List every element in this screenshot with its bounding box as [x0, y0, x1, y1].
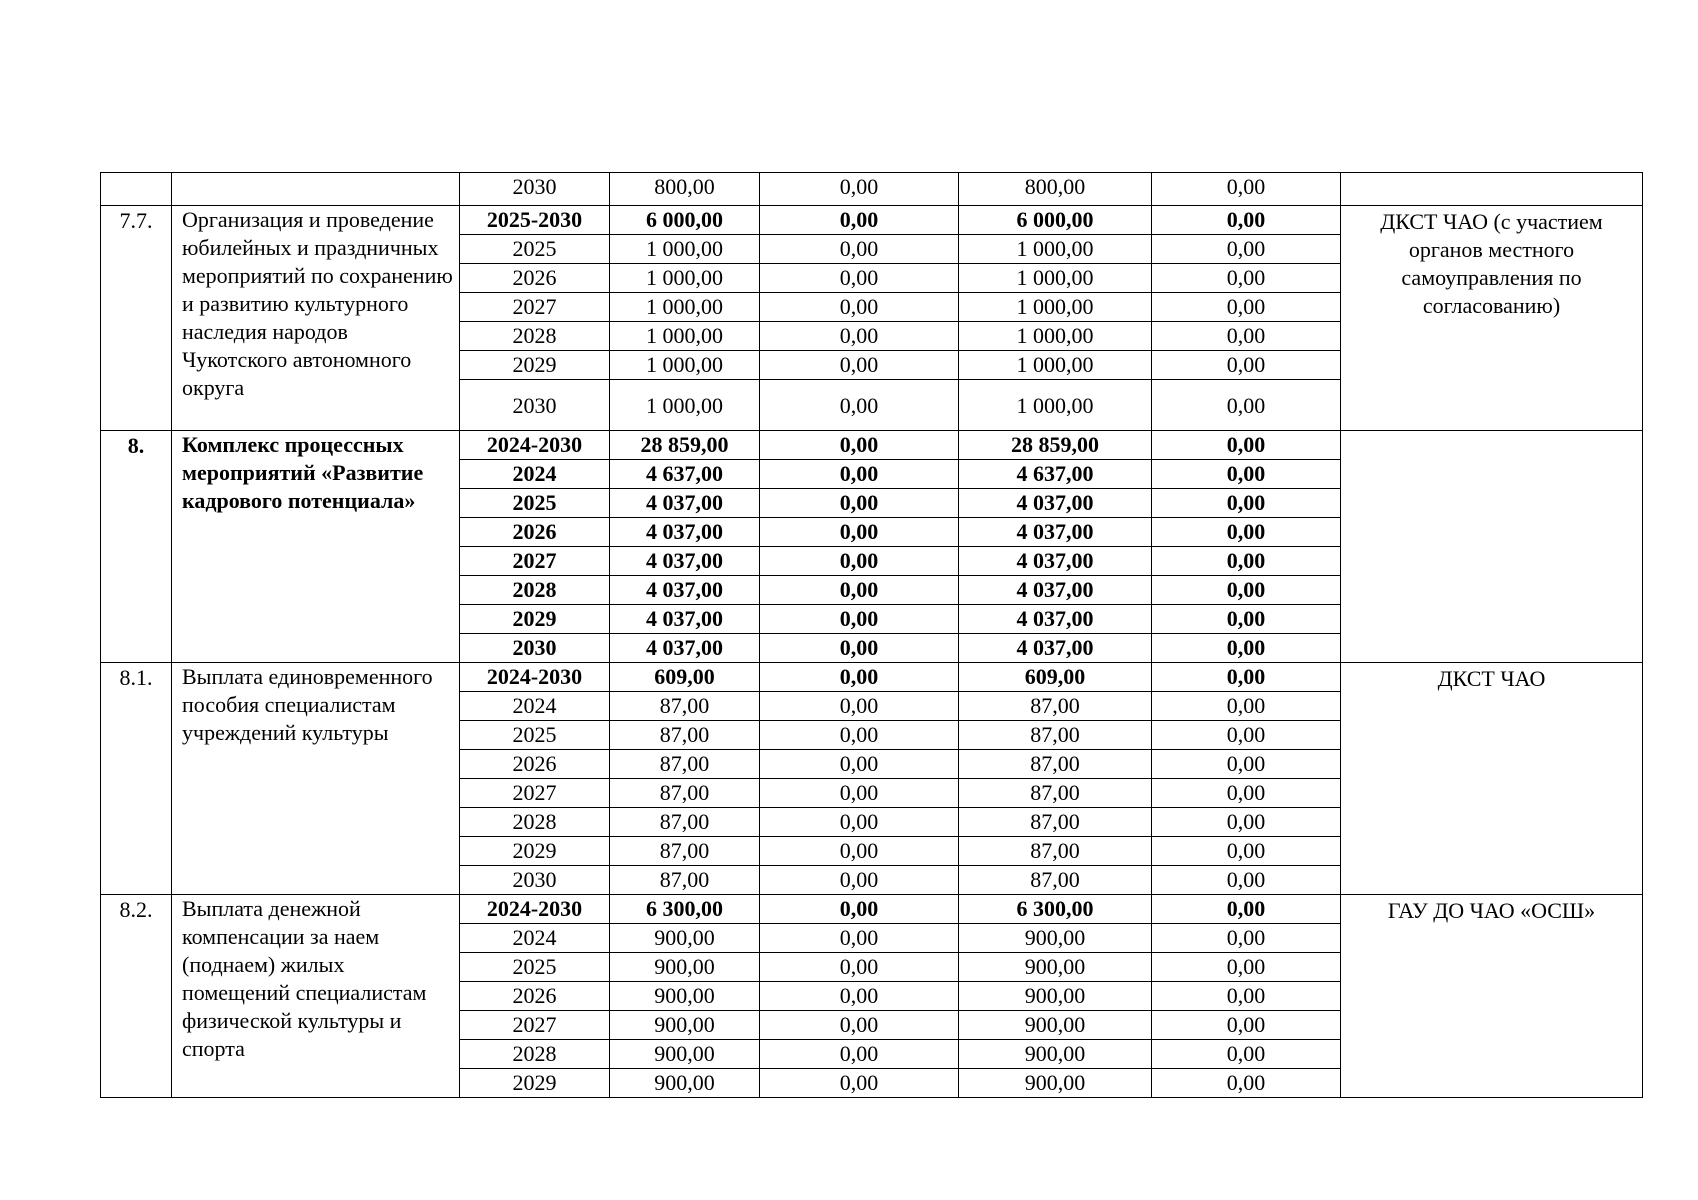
year-cell: 2026 — [460, 750, 610, 779]
regional-budget-cell: 4 037,00 — [959, 489, 1152, 518]
regional-budget-cell: 4 037,00 — [959, 634, 1152, 663]
federal-budget-cell: 0,00 — [760, 837, 959, 866]
local-budget-cell: 0,00 — [1152, 380, 1341, 431]
regional-budget-cell: 87,00 — [959, 808, 1152, 837]
federal-budget-cell: 0,00 — [760, 750, 959, 779]
year-cell: 2024-2030 — [460, 895, 610, 924]
federal-budget-cell: 0,00 — [760, 1069, 959, 1098]
total-cell: 4 037,00 — [610, 489, 760, 518]
federal-budget-cell: 0,00 — [760, 431, 959, 460]
federal-budget-cell: 0,00 — [760, 663, 959, 692]
year-cell: 2026 — [460, 518, 610, 547]
local-budget-cell: 0,00 — [1152, 173, 1341, 206]
total-cell: 1 000,00 — [610, 322, 760, 351]
regional-budget-cell: 4 037,00 — [959, 547, 1152, 576]
regional-budget-cell: 900,00 — [959, 924, 1152, 953]
federal-budget-cell: 0,00 — [760, 779, 959, 808]
regional-budget-cell: 900,00 — [959, 1069, 1152, 1098]
regional-budget-cell: 900,00 — [959, 1040, 1152, 1069]
responsible-executor: ДКСТ ЧАО — [1341, 663, 1643, 895]
local-budget-cell: 0,00 — [1152, 235, 1341, 264]
responsible-executor: ДКСТ ЧАО (с участием органов местного самоуправления по согласованию) — [1341, 206, 1643, 431]
item-name — [172, 173, 460, 206]
total-cell: 800,00 — [610, 173, 760, 206]
year-cell: 2025 — [460, 721, 610, 750]
year-cell: 2030 — [460, 173, 610, 206]
total-cell: 4 037,00 — [610, 576, 760, 605]
total-cell: 87,00 — [610, 837, 760, 866]
item-number: 8.2. — [101, 895, 172, 1098]
year-cell: 2028 — [460, 576, 610, 605]
local-budget-cell: 0,00 — [1152, 837, 1341, 866]
total-cell: 900,00 — [610, 1040, 760, 1069]
regional-budget-cell: 4 637,00 — [959, 460, 1152, 489]
total-cell: 900,00 — [610, 1069, 760, 1098]
total-cell: 1 000,00 — [610, 235, 760, 264]
local-budget-cell: 0,00 — [1152, 982, 1341, 1011]
year-cell: 2025 — [460, 953, 610, 982]
regional-budget-cell: 900,00 — [959, 1011, 1152, 1040]
regional-budget-cell: 1 000,00 — [959, 293, 1152, 322]
local-budget-cell: 0,00 — [1152, 1040, 1341, 1069]
item-name: Комплекс процессных мероприятий «Развитие кадрового потенциала» — [172, 431, 460, 663]
year-cell: 2029 — [460, 837, 610, 866]
regional-budget-cell: 87,00 — [959, 866, 1152, 895]
regional-budget-cell: 1 000,00 — [959, 380, 1152, 431]
local-budget-cell: 0,00 — [1152, 953, 1341, 982]
table-row — [101, 206, 1643, 235]
local-budget-cell: 0,00 — [1152, 634, 1341, 663]
federal-budget-cell: 0,00 — [760, 264, 959, 293]
table-body — [101, 173, 1643, 1098]
federal-budget-cell: 0,00 — [760, 953, 959, 982]
regional-budget-cell: 6 000,00 — [959, 206, 1152, 235]
local-budget-cell: 0,00 — [1152, 808, 1341, 837]
federal-budget-cell: 0,00 — [760, 895, 959, 924]
item-name: Выплата денежной компенсации за наем (поднаем) жилых помещений специалистам физической культуры и спорта — [172, 895, 460, 1098]
budget-table — [100, 172, 1643, 1098]
total-cell: 28 859,00 — [610, 431, 760, 460]
local-budget-cell: 0,00 — [1152, 431, 1341, 460]
total-cell: 4 637,00 — [610, 460, 760, 489]
item-number: 8. — [101, 431, 172, 663]
federal-budget-cell: 0,00 — [760, 605, 959, 634]
total-cell: 900,00 — [610, 1011, 760, 1040]
local-budget-cell: 0,00 — [1152, 576, 1341, 605]
local-budget-cell: 0,00 — [1152, 721, 1341, 750]
federal-budget-cell: 0,00 — [760, 518, 959, 547]
regional-budget-cell: 87,00 — [959, 779, 1152, 808]
item-number: 7.7. — [101, 206, 172, 431]
total-cell: 609,00 — [610, 663, 760, 692]
year-cell: 2027 — [460, 547, 610, 576]
total-cell: 87,00 — [610, 808, 760, 837]
regional-budget-cell: 1 000,00 — [959, 351, 1152, 380]
year-cell: 2029 — [460, 605, 610, 634]
item-name: Выплата единовременного пособия специалистам учреждений культуры — [172, 663, 460, 895]
item-number: 8.1. — [101, 663, 172, 895]
year-cell: 2030 — [460, 634, 610, 663]
year-cell: 2028 — [460, 808, 610, 837]
responsible-executor — [1341, 173, 1643, 206]
regional-budget-cell: 28 859,00 — [959, 431, 1152, 460]
total-cell: 87,00 — [610, 866, 760, 895]
item-number — [101, 173, 172, 206]
year-cell: 2027 — [460, 779, 610, 808]
federal-budget-cell: 0,00 — [760, 634, 959, 663]
regional-budget-cell: 609,00 — [959, 663, 1152, 692]
table-row — [101, 173, 1643, 206]
federal-budget-cell: 0,00 — [760, 547, 959, 576]
local-budget-cell: 0,00 — [1152, 779, 1341, 808]
local-budget-cell: 0,00 — [1152, 750, 1341, 779]
total-cell: 87,00 — [610, 692, 760, 721]
federal-budget-cell: 0,00 — [760, 351, 959, 380]
total-cell: 87,00 — [610, 779, 760, 808]
federal-budget-cell: 0,00 — [760, 489, 959, 518]
regional-budget-cell: 4 037,00 — [959, 576, 1152, 605]
local-budget-cell: 0,00 — [1152, 605, 1341, 634]
regional-budget-cell: 900,00 — [959, 982, 1152, 1011]
year-cell: 2030 — [460, 866, 610, 895]
federal-budget-cell: 0,00 — [760, 982, 959, 1011]
year-cell: 2028 — [460, 1040, 610, 1069]
total-cell: 1 000,00 — [610, 380, 760, 431]
total-cell: 900,00 — [610, 924, 760, 953]
federal-budget-cell: 0,00 — [760, 576, 959, 605]
federal-budget-cell: 0,00 — [760, 380, 959, 431]
local-budget-cell: 0,00 — [1152, 895, 1341, 924]
total-cell: 1 000,00 — [610, 264, 760, 293]
total-cell: 6 000,00 — [610, 206, 760, 235]
federal-budget-cell: 0,00 — [760, 206, 959, 235]
year-cell: 2024-2030 — [460, 431, 610, 460]
total-cell: 4 037,00 — [610, 547, 760, 576]
federal-budget-cell: 0,00 — [760, 866, 959, 895]
regional-budget-cell: 87,00 — [959, 721, 1152, 750]
total-cell: 4 037,00 — [610, 518, 760, 547]
regional-budget-cell: 800,00 — [959, 173, 1152, 206]
local-budget-cell: 0,00 — [1152, 518, 1341, 547]
total-cell: 900,00 — [610, 953, 760, 982]
total-cell: 900,00 — [610, 982, 760, 1011]
federal-budget-cell: 0,00 — [760, 173, 959, 206]
year-cell: 2030 — [460, 380, 610, 431]
year-cell: 2026 — [460, 264, 610, 293]
federal-budget-cell: 0,00 — [760, 1011, 959, 1040]
year-cell: 2025-2030 — [460, 206, 610, 235]
local-budget-cell: 0,00 — [1152, 1011, 1341, 1040]
regional-budget-cell: 87,00 — [959, 692, 1152, 721]
federal-budget-cell: 0,00 — [760, 460, 959, 489]
regional-budget-cell: 1 000,00 — [959, 264, 1152, 293]
regional-budget-cell: 4 037,00 — [959, 518, 1152, 547]
year-cell: 2024 — [460, 692, 610, 721]
year-cell: 2024 — [460, 924, 610, 953]
year-cell: 2024 — [460, 460, 610, 489]
regional-budget-cell: 87,00 — [959, 750, 1152, 779]
regional-budget-cell: 1 000,00 — [959, 235, 1152, 264]
local-budget-cell: 0,00 — [1152, 460, 1341, 489]
federal-budget-cell: 0,00 — [760, 721, 959, 750]
table-row — [101, 895, 1643, 924]
local-budget-cell: 0,00 — [1152, 663, 1341, 692]
total-cell: 87,00 — [610, 721, 760, 750]
federal-budget-cell: 0,00 — [760, 235, 959, 264]
total-cell: 6 300,00 — [610, 895, 760, 924]
year-cell: 2024-2030 — [460, 663, 610, 692]
local-budget-cell: 0,00 — [1152, 547, 1341, 576]
regional-budget-cell: 900,00 — [959, 953, 1152, 982]
regional-budget-cell: 4 037,00 — [959, 605, 1152, 634]
year-cell: 2029 — [460, 351, 610, 380]
total-cell: 4 037,00 — [610, 605, 760, 634]
table-row — [101, 663, 1643, 692]
local-budget-cell: 0,00 — [1152, 264, 1341, 293]
federal-budget-cell: 0,00 — [760, 692, 959, 721]
local-budget-cell: 0,00 — [1152, 692, 1341, 721]
local-budget-cell: 0,00 — [1152, 293, 1341, 322]
year-cell: 2027 — [460, 1011, 610, 1040]
responsible-executor: ГАУ ДО ЧАО «ОСШ» — [1341, 895, 1643, 1098]
item-name: Организация и проведение юбилейных и праздничных мероприятий по сохранению и развитию культурного наследия народов Чукотского автономного округа — [172, 206, 460, 431]
year-cell: 2027 — [460, 293, 610, 322]
year-cell: 2028 — [460, 322, 610, 351]
local-budget-cell: 0,00 — [1152, 351, 1341, 380]
local-budget-cell: 0,00 — [1152, 489, 1341, 518]
total-cell: 4 037,00 — [610, 634, 760, 663]
regional-budget-cell: 1 000,00 — [959, 322, 1152, 351]
responsible-executor — [1341, 431, 1643, 663]
federal-budget-cell: 0,00 — [760, 1040, 959, 1069]
regional-budget-cell: 6 300,00 — [959, 895, 1152, 924]
year-cell: 2026 — [460, 982, 610, 1011]
table-row — [101, 431, 1643, 460]
federal-budget-cell: 0,00 — [760, 293, 959, 322]
federal-budget-cell: 0,00 — [760, 924, 959, 953]
year-cell: 2025 — [460, 235, 610, 264]
total-cell: 1 000,00 — [610, 293, 760, 322]
federal-budget-cell: 0,00 — [760, 808, 959, 837]
local-budget-cell: 0,00 — [1152, 866, 1341, 895]
total-cell: 1 000,00 — [610, 351, 760, 380]
year-cell: 2025 — [460, 489, 610, 518]
local-budget-cell: 0,00 — [1152, 1069, 1341, 1098]
year-cell: 2029 — [460, 1069, 610, 1098]
local-budget-cell: 0,00 — [1152, 206, 1341, 235]
local-budget-cell: 0,00 — [1152, 924, 1341, 953]
local-budget-cell: 0,00 — [1152, 322, 1341, 351]
total-cell: 87,00 — [610, 750, 760, 779]
federal-budget-cell: 0,00 — [760, 322, 959, 351]
regional-budget-cell: 87,00 — [959, 837, 1152, 866]
